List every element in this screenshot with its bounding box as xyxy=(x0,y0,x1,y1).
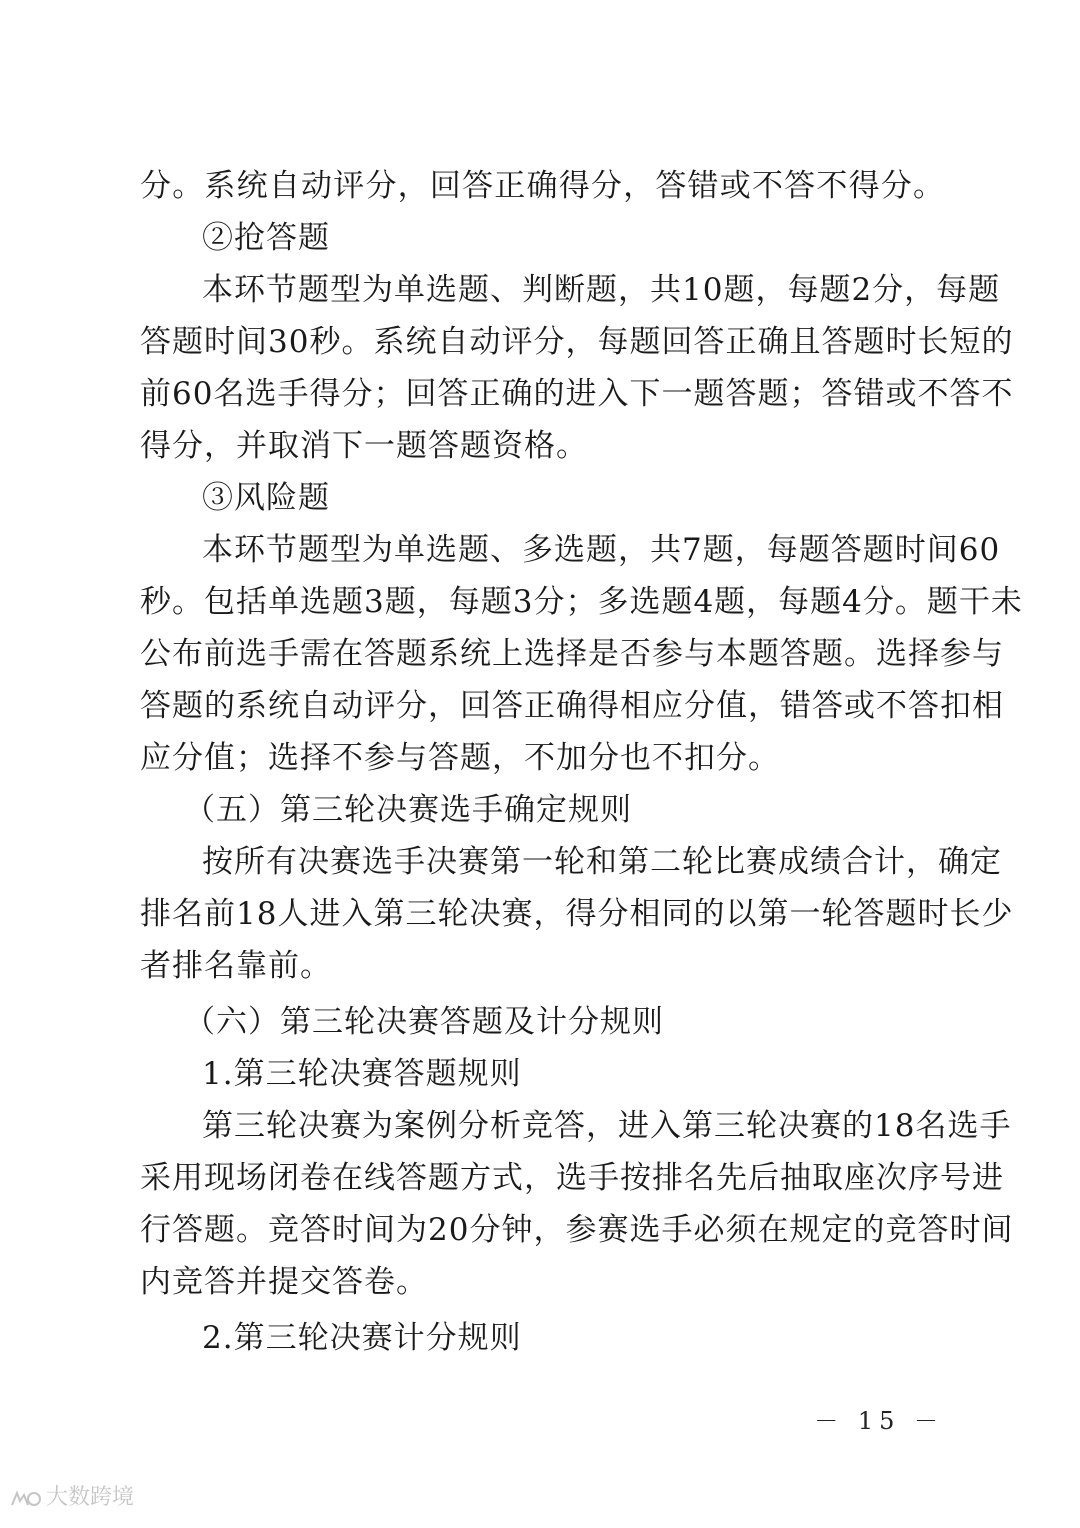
paragraph-line: 排名前18人进入第三轮决赛，得分相同的以第一轮答题时长少 xyxy=(140,896,1014,932)
page-number: － 15 － xyxy=(814,1407,944,1435)
paragraph-line: 本环节题型为单选题、多选题，共7题，每题答题时间60 xyxy=(202,532,1001,568)
section-heading-fengxian: ③风险题 xyxy=(202,480,330,516)
section-heading-six: （六）第三轮决赛答题及计分规则 xyxy=(184,1004,664,1040)
paragraph-line: 分。系统自动评分，回答正确得分，答错或不答不得分。 xyxy=(140,168,945,204)
paragraph-line: 答题的系统自动评分，回答正确得相应分值，错答或不答扣相 xyxy=(140,688,1004,724)
paragraph-line: 前60名选手得分；回答正确的进入下一题答题；答错或不答不 xyxy=(140,376,1014,412)
paragraph-line: 答题时间30秒。系统自动评分，每题回答正确且答题时长短的 xyxy=(140,324,1014,360)
subsection-heading-scoring-rules: 2.第三轮决赛计分规则 xyxy=(202,1320,522,1356)
watermark xyxy=(8,1484,134,1512)
paragraph-line: 行答题。竞答时间为20分钟，参赛选手必须在规定的竞答时间 xyxy=(140,1212,1014,1248)
paragraph-line: 采用现场闭卷在线答题方式，选手按排名先后抽取座次序号进 xyxy=(140,1160,1004,1196)
paragraph-line: 本环节题型为单选题、判断题，共10题，每题2分，每题 xyxy=(202,272,1001,308)
watermark-text: 大数跨境 xyxy=(46,1485,135,1510)
paragraph-line: 第三轮决赛为案例分析竞答，进入第三轮决赛的18名选手 xyxy=(202,1108,1012,1144)
paragraph-line: 内竞答并提交答卷。 xyxy=(140,1264,428,1300)
paragraph-line: 按所有决赛选手决赛第一轮和第二轮比赛成绩合计，确定 xyxy=(202,844,1002,880)
watermark-logo-icon xyxy=(8,1487,42,1509)
paragraph-line: 公布前选手需在答题系统上选择是否参与本题答题。选择参与 xyxy=(140,636,1004,672)
section-heading-five: （五）第三轮决赛选手确定规则 xyxy=(184,792,632,828)
paragraph-line: 应分值；选择不参与答题，不加分也不扣分。 xyxy=(140,740,780,776)
paragraph-line: 者排名靠前。 xyxy=(140,948,332,984)
section-heading-qiangda: ②抢答题 xyxy=(202,220,330,256)
paragraph-line: 秒。包括单选题3题，每题3分；多选题4题，每题4分。题干未 xyxy=(140,584,1023,620)
subsection-heading-answer-rules: 1.第三轮决赛答题规则 xyxy=(202,1056,522,1092)
paragraph-line: 得分，并取消下一题答题资格。 xyxy=(140,428,588,464)
